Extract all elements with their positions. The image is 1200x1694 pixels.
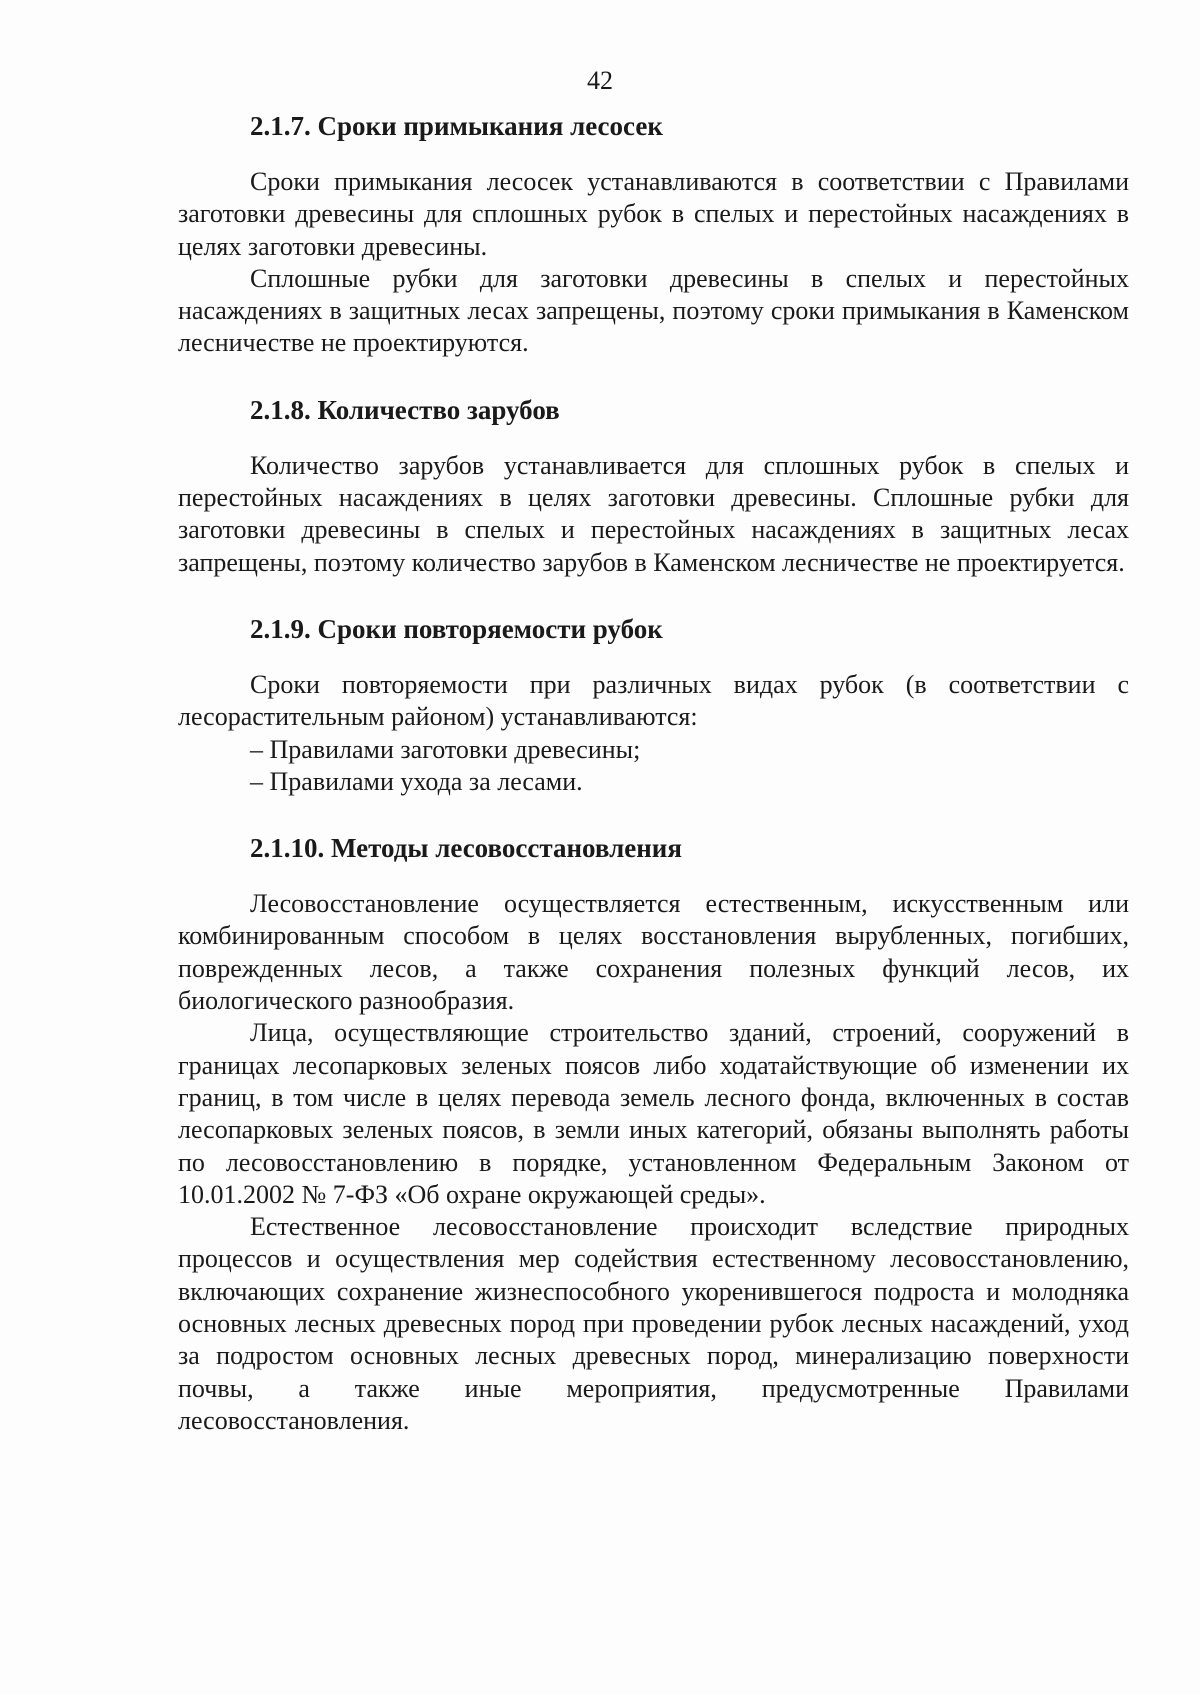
list-item: – Правилами ухода за лесами. <box>250 766 583 796</box>
section-2-1-7 <box>178 106 1129 360</box>
paragraph: Количество зарубов устанавливается для сплошных рубок в спелых и перестойных насаждениях в целях заготовки древесины. Сплошные рубки для заготовки древесины в спелых и перестойных насаждениях в защитных лесах запрещены, поэтому количество зарубов в Каменском лесничестве не проектируется. <box>178 450 1129 577</box>
section-2-1-8 <box>178 390 1129 579</box>
paragraph: Лица, осуществляющие строительство зданий, строений, сооружений в границах лесопарковых зеленых поясов либо ходатайствующие об изменении их границ, в том числе в целях перевода земель лесного фонда, включенных в состав лесопарковых зеленых поясов, в земли иных категорий, обязаны выполнять работы по лесовосстановлению в порядке, установленном Федеральным Законом от 10.01.2002 № 7-ФЗ «Об охране окружающей среды». <box>178 1018 1129 1209</box>
section-heading: 2.1.10. Методы лесовосстановления <box>250 833 682 864</box>
paragraph: Естественное лесовосстановление происходит вследствие природных процессов и осуществления мер содействия естественному лесовосстановлению, включающих сохранение жизнеспособного укоренившегося подроста и молодняка основных лесных древесных пород при проведении рубок лесных насаждений, уход за подростом основных лесных древесных пород, минерализацию поверхности почвы, а также иные мероприятия, предусмотренные Правилами лесовосстановления. <box>178 1212 1129 1435</box>
section-heading: 2.1.9. Сроки повторяемости рубок <box>250 613 663 644</box>
paragraph: Лесовосстановление осуществляется естественным, искусственным или комбинированным способом в целях восстановления вырубленных, погибших, поврежденных лесов, а также сохранения полезных функций лесов, их биологического разнообразия. <box>178 889 1129 1016</box>
paragraph: Сроки примыкания лесосек устанавливаются в соответствии с Правилами заготовки древесины для сплошных рубок в спелых и перестойных насаждениях в целях заготовки древесины. <box>178 167 1129 261</box>
section-heading: 2.1.7. Сроки примыкания лесосек <box>250 111 663 141</box>
section-2-1-10 <box>178 828 1129 1437</box>
page-number: 42 <box>587 66 613 95</box>
paragraph: Сплошные рубки для заготовки древесины в спелых и перестойных насаждениях в защитных лесах запрещены, поэтому сроки примыкания в Каменском лесничестве не проектируются. <box>178 263 1129 358</box>
list-item: – Правилами заготовки древесины; <box>250 734 641 764</box>
section-2-1-9 <box>178 609 1129 798</box>
section-heading: 2.1.8. Количество зарубов <box>250 394 560 425</box>
document-body <box>178 106 1129 1437</box>
paragraph: Сроки повторяемости при различных видах рубок (в соответствии с лесорастительным районом) устанавливаются: <box>178 669 1129 732</box>
